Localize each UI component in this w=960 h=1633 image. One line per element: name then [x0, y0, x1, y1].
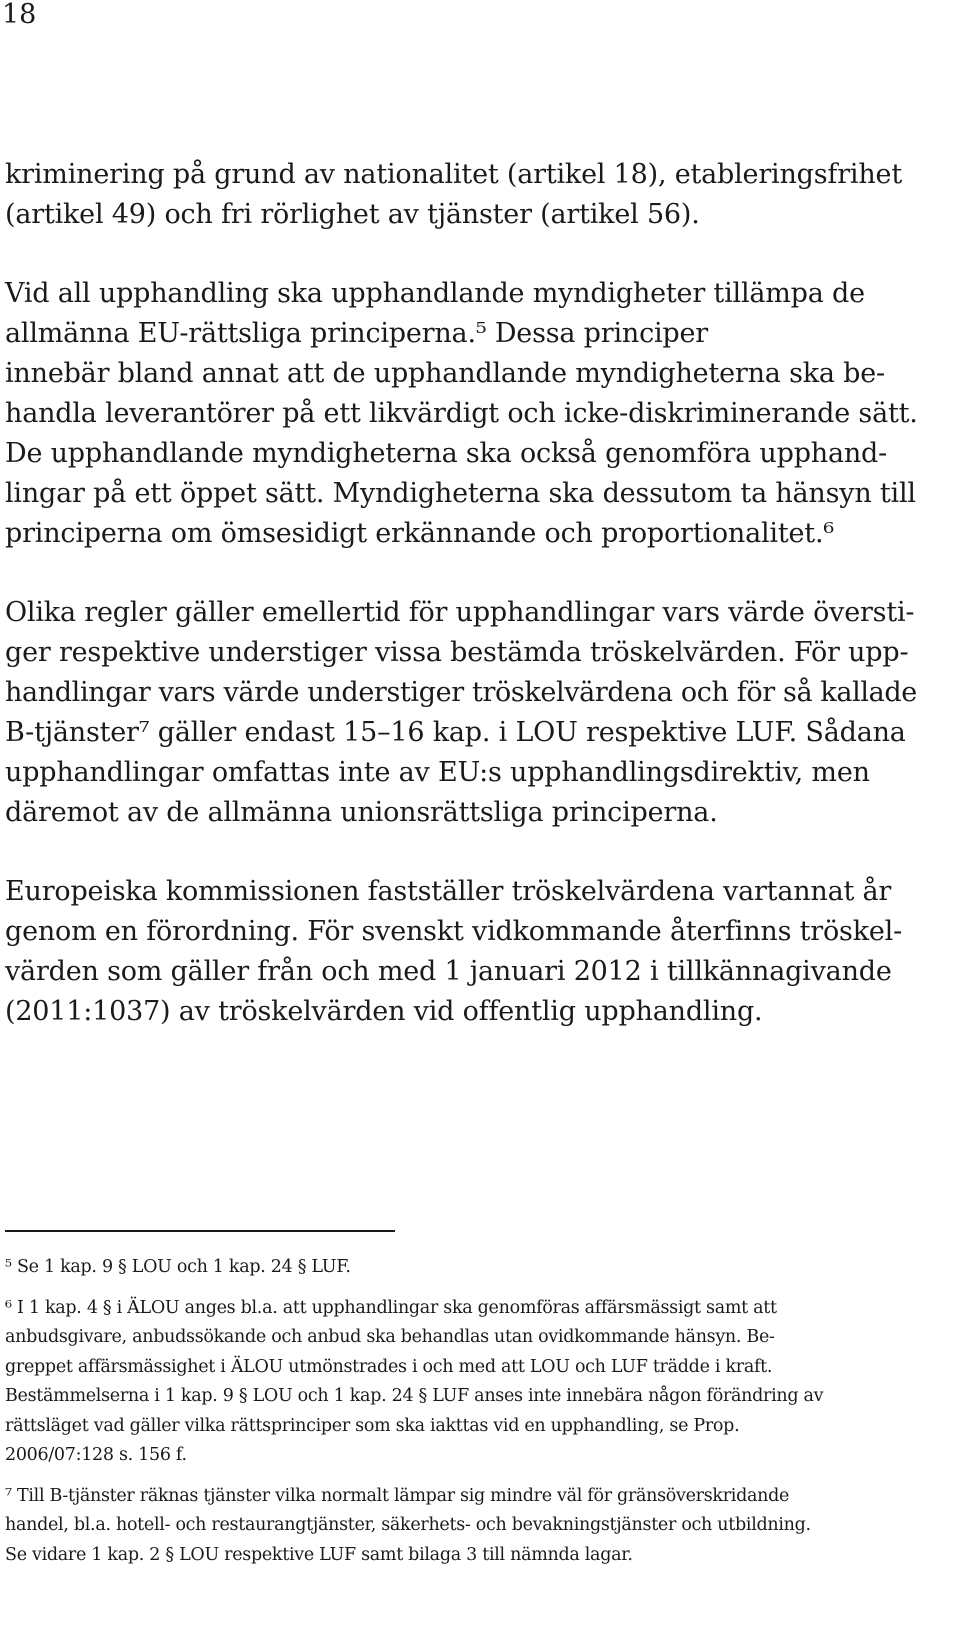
- text-line: däremot av de allmänna unionsrättsliga principerna.: [5, 797, 718, 828]
- footnote-divider: [5, 1230, 395, 1232]
- text-line: ger respektive understiger vissa bestämda tröskelvärden. För upp-: [5, 637, 909, 668]
- footnote-line: ⁷ Till B-tjänster räknas tjänster vilka normalt lämpar sig mindre väl för gränsöverskridande: [5, 1485, 790, 1506]
- text-line: Olika regler gäller emellertid för upphandlingar vars värde översti-: [5, 597, 915, 628]
- footnote-line: rättsläget vad gäller vilka rättsprinciper som ska iakttas vid en upphandling, se Prop.: [5, 1415, 740, 1436]
- body-text: [5, 155, 920, 1071]
- footnotes: [5, 1253, 920, 1581]
- footnote-line: Se vidare 1 kap. 2 § LOU respektive LUF samt bilaga 3 till nämnda lagar.: [5, 1544, 633, 1565]
- footnote-line: 2006/07:128 s. 156 f.: [5, 1445, 187, 1465]
- footnote: [5, 1253, 920, 1283]
- text-line: Europeiska kommissionen fastställer tröskelvärdena vartannat år: [5, 876, 892, 907]
- paragraph: [5, 155, 920, 235]
- footnote: [5, 1482, 920, 1571]
- text-line: upphandlingar omfattas inte av EU:s upphandlingsdirektiv, men: [5, 757, 870, 788]
- footnote-line: greppet affärsmässighet i ÄLOU utmönstrades i och med att LOU och LUF trädde i kraft.: [5, 1356, 773, 1377]
- text-line: Vid all upphandling ska upphandlande myndigheter tillämpa de: [5, 278, 865, 309]
- page-number: 18: [2, 0, 37, 30]
- text-line: (2011:1037) av tröskelvärden vid offentlig upphandling.: [5, 996, 763, 1027]
- text-line: (artikel 49) och fri rörlighet av tjänster (artikel 56).: [5, 199, 700, 230]
- paragraph: [5, 872, 920, 1032]
- text-line: kriminering på grund av nationalitet (artikel 18), etableringsfrihet: [5, 159, 902, 190]
- footnote-line: ⁶ I 1 kap. 4 § i ÄLOU anges bl.a. att upphandlingar ska genomföras affärsmässigt samt att: [5, 1297, 777, 1318]
- footnote: [5, 1294, 920, 1471]
- text-line: värden som gäller från och med 1 januari 2012 i tillkännagivande: [5, 956, 892, 987]
- paragraph: [5, 274, 920, 554]
- text-line: principerna om ömsesidigt erkännande och proportionalitet.⁶: [5, 518, 834, 549]
- paragraph: [5, 593, 920, 833]
- text-line: allmänna EU-rättsliga principerna.⁵ Dessa principer: [5, 318, 709, 349]
- text-line: B-tjänster⁷ gäller endast 15–16 kap. i LOU respektive LUF. Sådana: [5, 717, 906, 748]
- text-line: innebär bland annat att de upphandlande myndigheterna ska be-: [5, 358, 885, 389]
- footnote-line: anbudsgivare, anbudssökande och anbud ska behandlas utan ovidkommande hänsyn. Be-: [5, 1327, 775, 1347]
- text-line: De upphandlande myndigheterna ska också genomföra upphand-: [5, 438, 888, 469]
- footnote-line: Bestämmelserna i 1 kap. 9 § LOU och 1 kap. 24 § LUF anses inte innebära någon förändring av: [5, 1386, 824, 1406]
- text-line: lingar på ett öppet sätt. Myndigheterna ska dessutom ta hänsyn till: [5, 478, 916, 509]
- text-line: genom en förordning. För svenskt vidkommande återfinns tröskel-: [5, 916, 903, 947]
- text-line: handlingar vars värde understiger tröskelvärdena och för så kallade: [5, 677, 917, 708]
- footnote-line: handel, bl.a. hotell- och restaurangtjänster, säkerhets- och bevakningstjänster och utbildning.: [5, 1515, 811, 1535]
- footnote-line: ⁵ Se 1 kap. 9 § LOU och 1 kap. 24 § LUF.: [5, 1257, 351, 1277]
- text-line: handla leverantörer på ett likvärdigt och icke-diskriminerande sätt.: [5, 398, 918, 429]
